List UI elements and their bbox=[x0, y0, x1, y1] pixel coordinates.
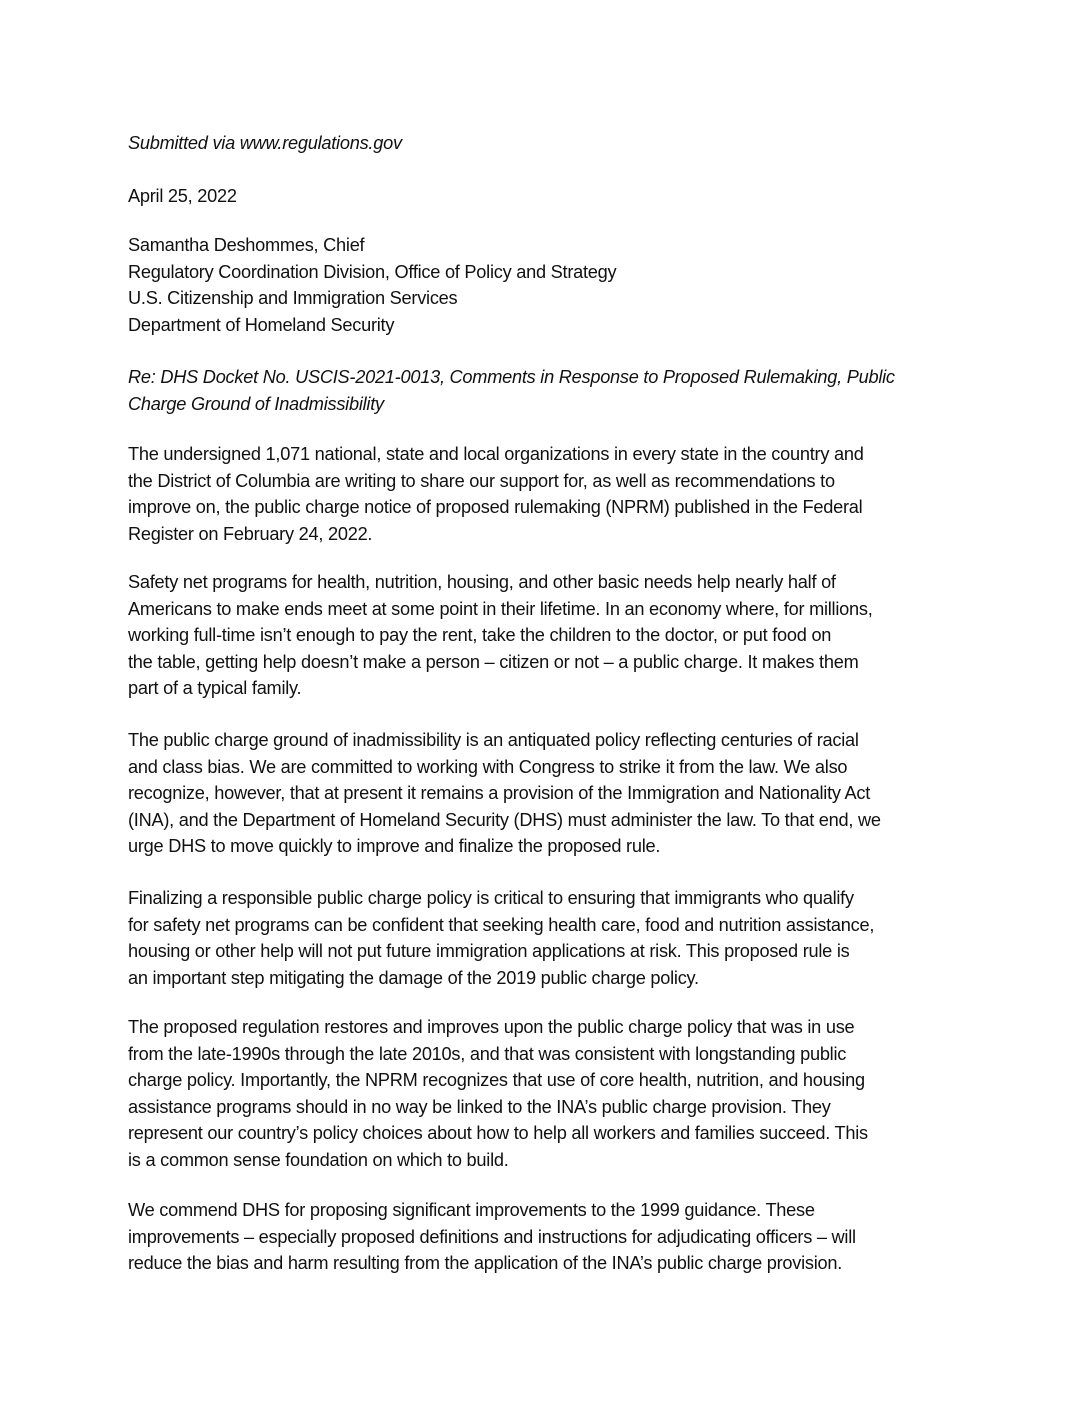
paragraph-line: improve on, the public charge notice of proposed rulemaking (NPRM) published in the Federal bbox=[128, 497, 863, 517]
paragraph-line: Register on February 24, 2022. bbox=[128, 523, 373, 544]
paragraph-line: recognize, however, that at present it remains a provision of the Immigration and Nationality Act bbox=[128, 783, 871, 803]
paragraph-finalizing bbox=[128, 885, 968, 991]
paragraph-line: urge DHS to move quickly to improve and finalize the proposed rule. bbox=[128, 836, 661, 856]
paragraph-line: (INA), and the Department of Homeland Security (DHS) must administer the law. To that end, we bbox=[128, 809, 881, 830]
paragraph-line: Americans to make ends meet at some point in their lifetime. In an economy where, for millions, bbox=[128, 598, 873, 619]
paragraph-intro bbox=[128, 441, 968, 547]
paragraph-line: the District of Columbia are writing to share our support for, as well as recommendations to bbox=[128, 470, 835, 491]
subject-text: Re: DHS Docket No. USCIS-2021-0013, Comments in Response to Proposed Rulemaking, Public bbox=[128, 367, 895, 387]
paragraph-proposed-regulation bbox=[128, 1014, 968, 1173]
paragraph-line: reduce the bias and harm resulting from the application of the INA’s public charge provision. bbox=[128, 1253, 843, 1273]
paragraph-line: The undersigned 1,071 national, state and local organizations in every state in the country and bbox=[128, 444, 864, 464]
paragraph-line: housing or other help will not put future immigration applications at risk. This proposed rule is bbox=[128, 941, 850, 961]
paragraph-inadmissibility bbox=[128, 727, 968, 860]
paragraph-line: working full-time isn’t enough to pay the rent, take the children to the doctor, or put food on bbox=[128, 625, 832, 645]
paragraph-line: represent our country’s policy choices about how to help all workers and families succeed. This bbox=[128, 1123, 868, 1143]
paragraph-line: The proposed regulation restores and improves upon the public charge policy that was in use bbox=[128, 1017, 855, 1037]
paragraph-line: and class bias. We are committed to working with Congress to strike it from the law. We also bbox=[128, 756, 848, 777]
date-text: April 25, 2022 bbox=[128, 186, 237, 206]
recipient-department: Department of Homeland Security bbox=[128, 314, 395, 335]
recipient-agency: U.S. Citizenship and Immigration Services bbox=[128, 288, 458, 308]
paragraph-line: for safety net programs can be confident that seeking health care, food and nutrition assistance, bbox=[128, 914, 875, 935]
paragraph-line: Safety net programs for health, nutrition, housing, and other basic needs help nearly half of bbox=[128, 572, 836, 592]
paragraph-commend bbox=[128, 1197, 968, 1277]
paragraph-safety-net bbox=[128, 569, 968, 702]
paragraph-line: charge policy. Importantly, the NPRM recognizes that use of core health, nutrition, and housing bbox=[128, 1070, 865, 1090]
recipient-address bbox=[128, 232, 968, 338]
recipient-name: Samantha Deshommes, Chief bbox=[128, 235, 365, 255]
recipient-division: Regulatory Coordination Division, Office of Policy and Strategy bbox=[128, 261, 617, 282]
paragraph-line: Finalizing a responsible public charge policy is critical to ensuring that immigrants who qualify bbox=[128, 888, 854, 908]
submitted-via-text: Submitted via www.regulations.gov bbox=[128, 133, 402, 153]
letter-date bbox=[128, 183, 968, 210]
submitted-via-line bbox=[128, 130, 968, 157]
paragraph-line: the table, getting help doesn’t make a person – citizen or not – a public charge. It makes them bbox=[128, 651, 859, 672]
paragraph-line: part of a typical family. bbox=[128, 678, 302, 698]
paragraph-line: an important step mitigating the damage of the 2019 public charge policy. bbox=[128, 967, 699, 988]
subject-text: Charge Ground of Inadmissibility bbox=[128, 393, 384, 414]
paragraph-line: from the late-1990s through the late 2010s, and that was consistent with longstanding public bbox=[128, 1043, 847, 1064]
paragraph-line: The public charge ground of inadmissibility is an antiquated policy reflecting centuries of racial bbox=[128, 730, 859, 750]
paragraph-line: improvements – especially proposed definitions and instructions for adjudicating officers – will bbox=[128, 1226, 856, 1247]
paragraph-line: is a common sense foundation on which to build. bbox=[128, 1149, 509, 1170]
subject-line bbox=[128, 364, 968, 417]
paragraph-line: We commend DHS for proposing significant improvements to the 1999 guidance. These bbox=[128, 1200, 815, 1220]
paragraph-line: assistance programs should in no way be linked to the INA’s public charge provision. They bbox=[128, 1096, 831, 1117]
